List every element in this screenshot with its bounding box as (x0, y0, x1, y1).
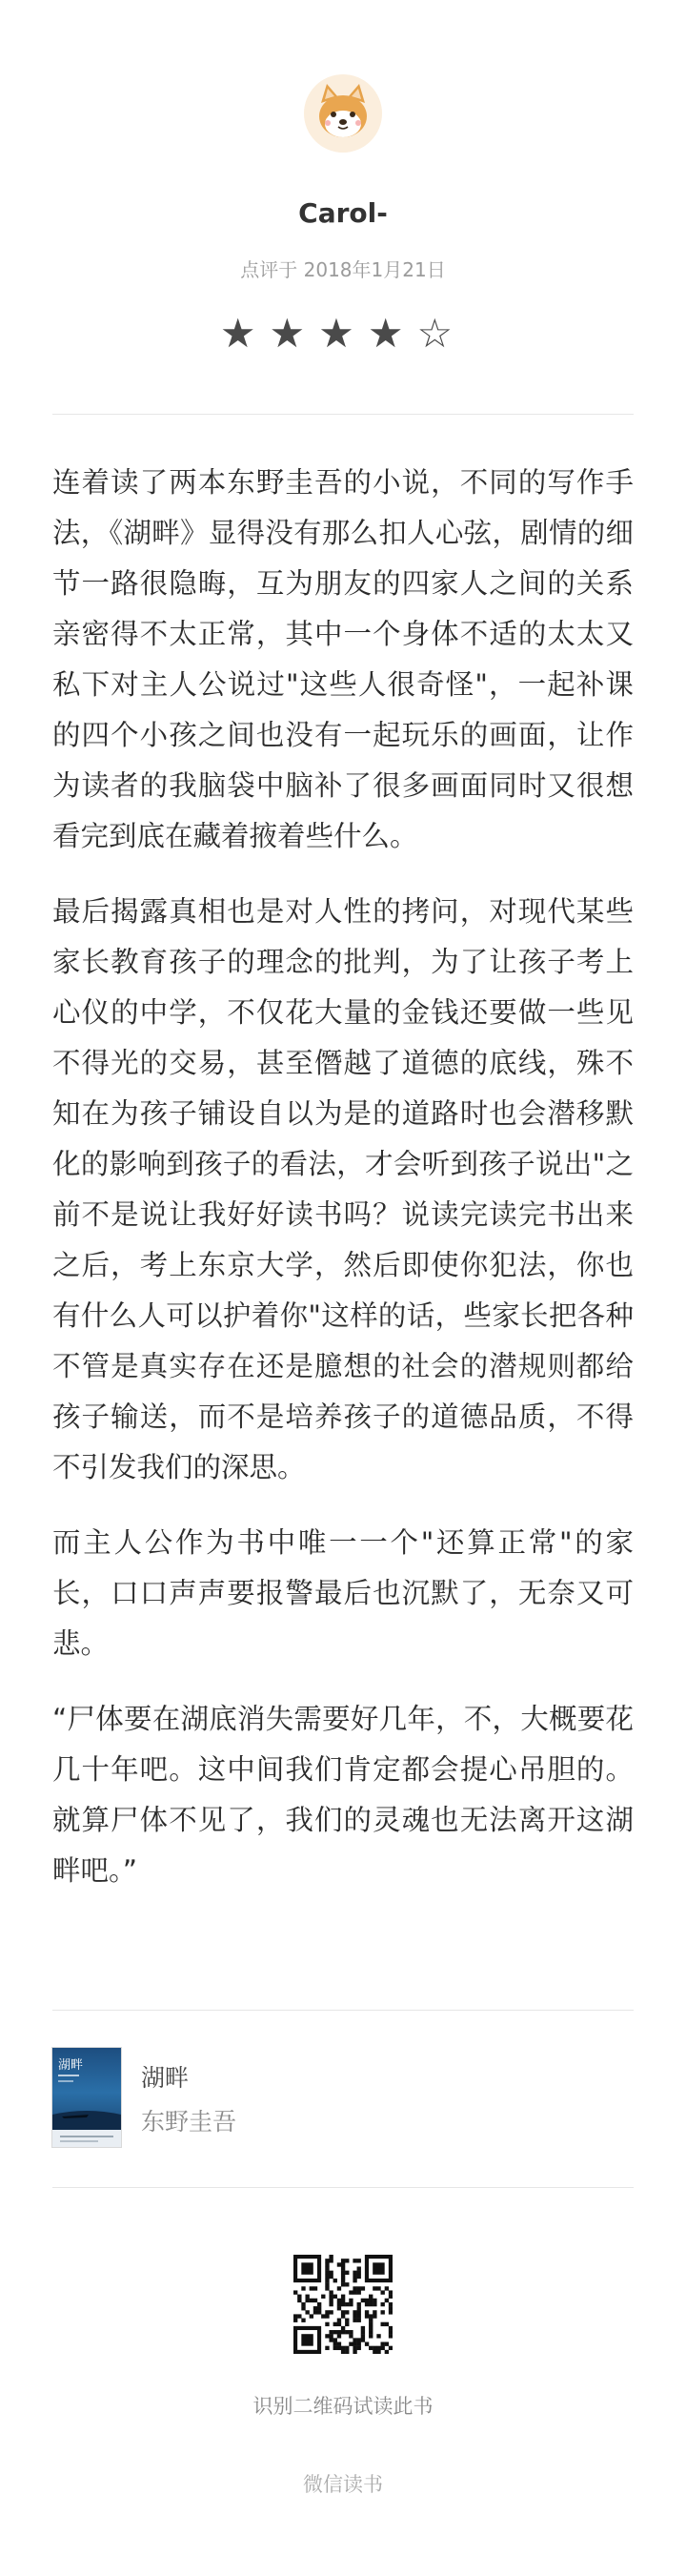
reviewer-header (0, 74, 686, 153)
reviewer-name[interactable]: Carol- (298, 197, 388, 229)
star-3: ★ (318, 310, 368, 357)
header-divider (52, 414, 634, 415)
qr-code-icon (293, 2255, 393, 2354)
qr-caption: 识别二维码试读此书 (252, 2395, 434, 2418)
review-paragraph-3: 而主人公作为书中唯一一个"还算正常"的家长，口口声声要报警最后也沉默了，无奈又可悲。 (52, 1526, 634, 1660)
book-card[interactable] (52, 2048, 634, 2147)
review-paragraph-2: 最后揭露真相也是对人性的拷问，对现代某些家长教育孩子的理念的批判，为了让孩子考上心仪的中学，不仅花大量的金钱还要做一些见不得光的交易，甚至僭越了道德的底线，殊不知在为孩子铺设自以为是的道路时也会潜移默化的影响到孩子的看法，才会听到孩子说出"之前不是说让我好好读书吗？说读完读完书出来之后，考上东京大学，然后即使你犯法，你也有什么人可以护着你"这样的话，些家长把各种不管是真实存在还是臆想的社会的潜规则都给孩子输送，而不是培养孩子的道德品质，不得不引发我们的深思。 (52, 895, 634, 1483)
qr-code[interactable] (293, 2255, 393, 2354)
star-4: ★ (367, 310, 417, 357)
book-cover-title: 湖畔 (58, 2058, 84, 2073)
book-author[interactable]: 东野圭吾 (141, 2108, 237, 2136)
book-cover-art-icon (52, 2048, 121, 2147)
star-5: ☆ (416, 310, 467, 357)
review-paragraph-1: 连着读了两本东野圭吾的小说，不同的写作手法，《湖畔》显得没有那么扣人心弦，剧情的细节一路很隐晦，互为朋友的四家人之间的关系亲密得不太正常，其中一个身体不适的太太又私下对主人公说过"这些人很奇怪"，一起补课的四个小孩之间也没有一起玩乐的画面，让作为读者的我脑袋中脑补了很多画面同时又很想看完到底在藏着掖着些什么。 (52, 466, 634, 852)
review-body (52, 458, 634, 1921)
star-2: ★ (269, 310, 319, 357)
avatar[interactable] (304, 74, 382, 153)
book-cover[interactable] (52, 2048, 121, 2147)
footer-brand: 微信读书 (303, 2473, 383, 2496)
book-title[interactable]: 湖畔 (141, 2064, 190, 2092)
star-1: ★ (219, 310, 270, 357)
book-divider (52, 2187, 634, 2188)
shiba-dog-icon (304, 74, 382, 153)
review-date: 点评于 2018年1月21日 (240, 258, 446, 281)
rating-stars (0, 310, 686, 358)
content-divider (52, 2010, 634, 2011)
review-paragraph-4: “尸体要在湖底消失需要好几年，不，大概要花几十年吧。这中间我们肯定都会提心吊胆的。就算尸体不见了，我们的灵魂也无法离开这湖畔吧。” (52, 1703, 634, 1887)
